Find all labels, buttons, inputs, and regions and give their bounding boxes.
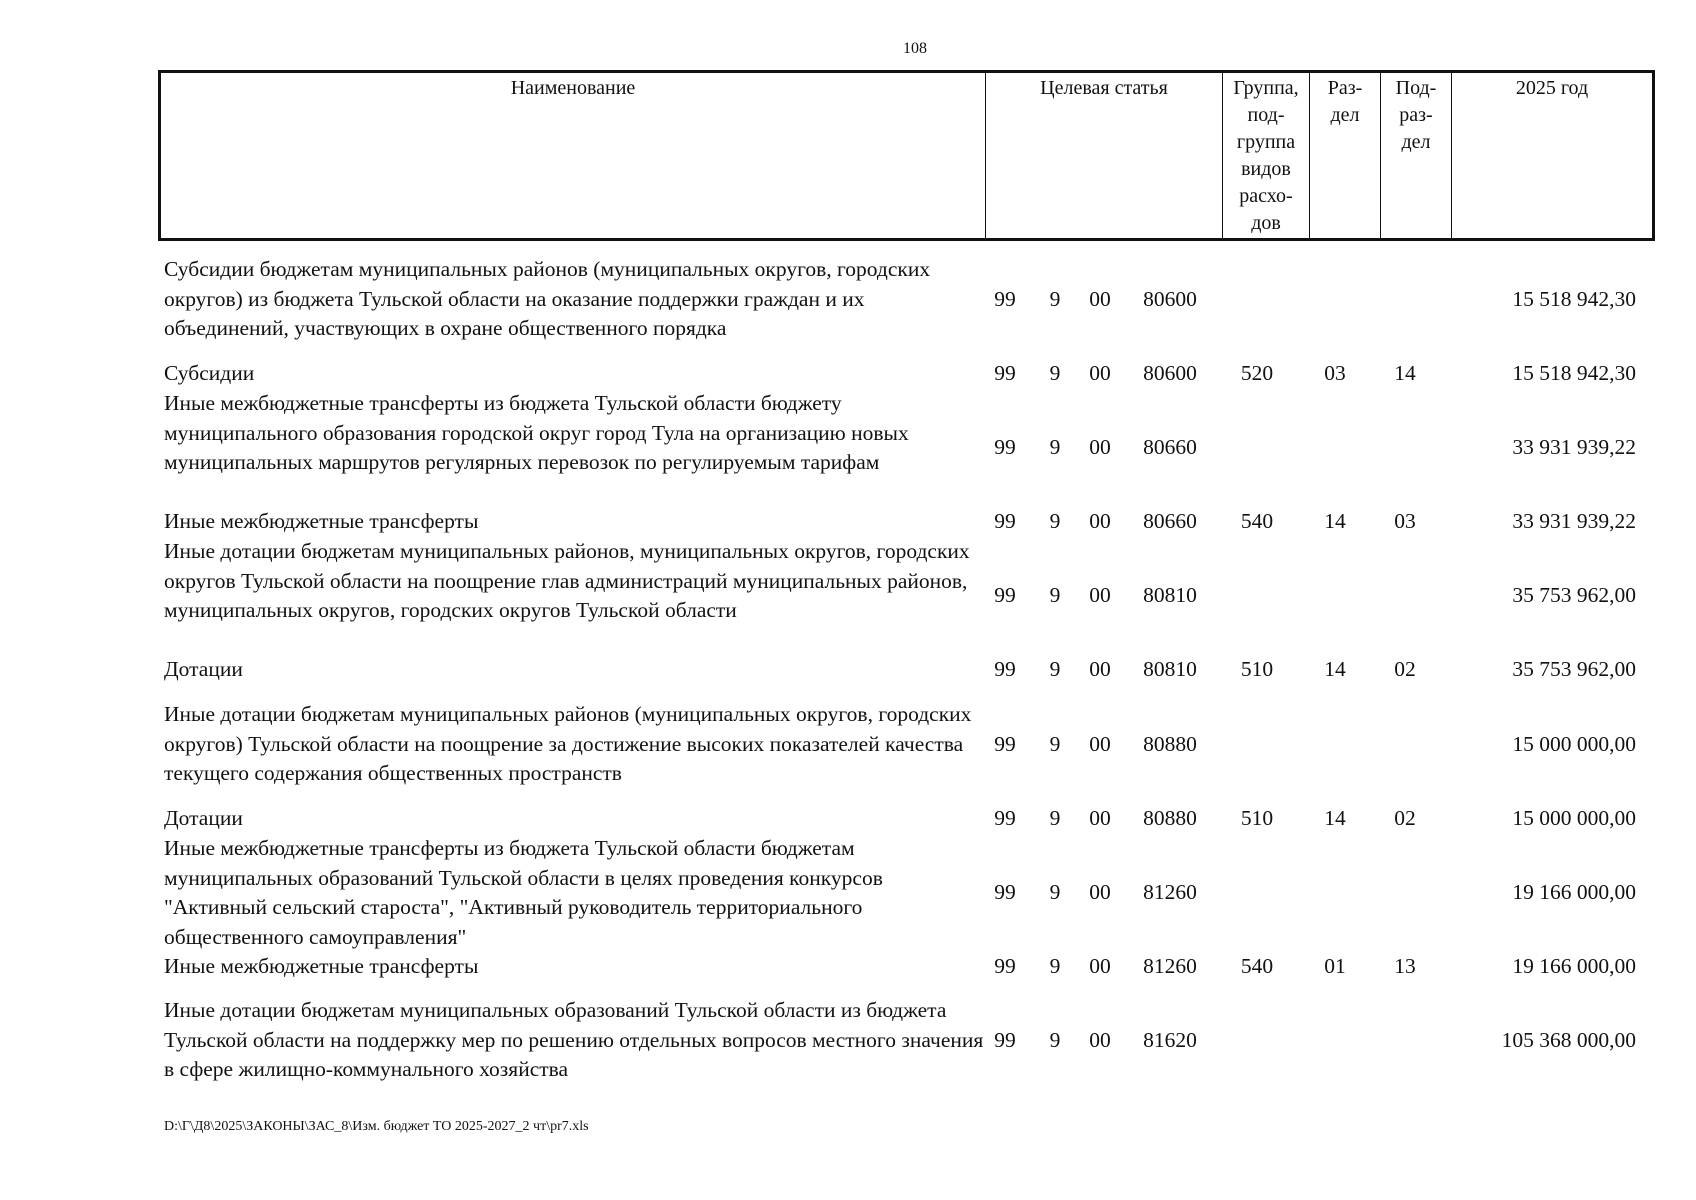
- row-code-a: 99: [994, 880, 1016, 904]
- row-section: 14: [1324, 657, 1346, 681]
- row-code-a: 99: [994, 732, 1016, 756]
- row-code-a: 99: [994, 806, 1016, 830]
- row-code-b: 9: [1049, 583, 1061, 607]
- table-row: [0, 655, 1696, 685]
- header-name: Наименование: [160, 72, 986, 240]
- header-section: Раз- дел: [1310, 72, 1381, 240]
- row-group: 510: [1240, 657, 1274, 681]
- row-name: Иные дотации бюджетам муниципальных районов (муниципальных округов, городских округов) Тульской области на поощрение за достижение высоких показателей качества текущего содержания общественных пространств: [164, 702, 972, 785]
- row-code-d: 81260: [1143, 880, 1197, 904]
- row-subsection: 02: [1394, 657, 1416, 681]
- header-year: 2025 год: [1452, 72, 1654, 240]
- row-code-d: 81620: [1143, 1028, 1197, 1052]
- row-amount: 15 518 942,30: [1512, 361, 1636, 385]
- table-row: [0, 996, 1696, 1086]
- row-code-b: 9: [1049, 880, 1061, 904]
- table-row: [0, 359, 1696, 389]
- row-subsection: 14: [1394, 361, 1416, 385]
- row-name: Иные дотации бюджетам муниципальных районов, муниципальных округов, городских округов Тульской области на поощрение глав администраций муниципальных районов, муниципальных округов, городских округов Тульской области: [164, 539, 970, 622]
- row-section: 01: [1324, 954, 1346, 978]
- row-code-d: 80880: [1143, 806, 1197, 830]
- row-code-c: 00: [1089, 1028, 1111, 1052]
- row-amount: 15 518 942,30: [1512, 287, 1636, 311]
- table-row: [0, 700, 1696, 790]
- row-code-a: 99: [994, 657, 1016, 681]
- table-row: [0, 537, 1696, 655]
- row-name: Иные дотации бюджетам муниципальных образований Тульской области из бюджета Тульской области на поддержку мер по решению отдельных вопросов местного значения в сфере жилищно-коммунального хозяйства: [164, 998, 984, 1081]
- row-code-b: 9: [1049, 287, 1061, 311]
- row-subsection: 02: [1394, 806, 1416, 830]
- row-code-c: 00: [1089, 361, 1111, 385]
- row-amount: 19 166 000,00: [1512, 880, 1636, 904]
- row-code-d: 80880: [1143, 732, 1197, 756]
- table-row: [0, 952, 1696, 982]
- row-code-b: 9: [1049, 509, 1061, 533]
- row-code-d: 80600: [1143, 361, 1197, 385]
- row-code-a: 99: [994, 435, 1016, 459]
- row-code-b: 9: [1049, 435, 1061, 459]
- row-name: Субсидии бюджетам муниципальных районов (муниципальных округов, городских округов) из бюджета Тульской области на оказание поддержки граждан и их объединений, участвующих в охране общественного порядка: [164, 257, 931, 340]
- row-code-a: 99: [994, 954, 1016, 978]
- header-group: Группа, под- группа видов расхо- дов: [1223, 72, 1310, 240]
- row-group: 540: [1240, 509, 1274, 533]
- row-code-c: 00: [1089, 509, 1111, 533]
- row-code-b: 9: [1049, 1028, 1061, 1052]
- row-amount: 19 166 000,00: [1512, 954, 1636, 978]
- table-row: [0, 507, 1696, 537]
- header-target: Целевая статья: [986, 72, 1223, 240]
- page-number: 108: [903, 40, 927, 57]
- row-code-a: 99: [994, 361, 1016, 385]
- row-code-c: 00: [1089, 880, 1111, 904]
- row-code-c: 00: [1089, 583, 1111, 607]
- row-section: 14: [1324, 806, 1346, 830]
- row-amount: 35 753 962,00: [1512, 583, 1636, 607]
- row-amount: 33 931 939,22: [1512, 435, 1636, 459]
- row-subsection: 13: [1394, 954, 1416, 978]
- row-amount: 105 368 000,00: [1501, 1028, 1636, 1052]
- row-code-a: 99: [994, 583, 1016, 607]
- row-group: 540: [1240, 954, 1274, 978]
- row-code-c: 00: [1089, 806, 1111, 830]
- row-name: Иные межбюджетные трансферты из бюджета Тульской области бюджетам муниципальных образований Тульской области в целях проведения конкурсов "Активный сельский староста", "Активный руководитель территориального общественного самоуправления": [164, 836, 883, 949]
- header-subsection: Под- раз- дел: [1381, 72, 1452, 240]
- row-name: Иные межбюджетные трансферты из бюджета Тульской области бюджету муниципального образования городской округ город Тула на организацию новых муниципальных маршрутов регулярных перевозок по регулируемым тарифам: [164, 391, 909, 474]
- row-code-d: 80660: [1143, 509, 1197, 533]
- row-group: 510: [1240, 806, 1274, 830]
- row-code-d: 80660: [1143, 435, 1197, 459]
- row-code-d: 81260: [1143, 954, 1197, 978]
- table-row: [0, 389, 1696, 507]
- row-code-b: 9: [1049, 806, 1061, 830]
- table-row: [0, 834, 1696, 952]
- row-code-b: 9: [1049, 361, 1061, 385]
- row-section: 03: [1324, 361, 1346, 385]
- row-subsection: 03: [1394, 509, 1416, 533]
- row-code-a: 99: [994, 287, 1016, 311]
- row-section: 14: [1324, 509, 1346, 533]
- file-path-footer: D:\Г\Д8\2025\ЗАКОНЫ\ЗАС_8\Изм. бюджет ТО 2025-2027_2 чт\pr7.xls: [164, 1119, 589, 1134]
- row-code-a: 99: [994, 509, 1016, 533]
- row-name: Дотации: [164, 806, 243, 830]
- row-amount: 15 000 000,00: [1512, 732, 1636, 756]
- row-amount: 15 000 000,00: [1512, 806, 1636, 830]
- table-row: [0, 255, 1696, 345]
- table-row: [0, 804, 1696, 834]
- row-code-d: 80810: [1143, 583, 1197, 607]
- row-code-c: 00: [1089, 287, 1111, 311]
- row-code-c: 00: [1089, 657, 1111, 681]
- row-code-d: 80810: [1143, 657, 1197, 681]
- row-name: Иные межбюджетные трансферты: [164, 954, 479, 978]
- row-code-b: 9: [1049, 954, 1061, 978]
- row-code-d: 80600: [1143, 287, 1197, 311]
- row-name: Дотации: [164, 657, 243, 681]
- row-code-c: 00: [1089, 954, 1111, 978]
- row-name: Субсидии: [164, 361, 255, 385]
- row-name: Иные межбюджетные трансферты: [164, 509, 479, 533]
- row-code-b: 9: [1049, 657, 1061, 681]
- row-amount: 33 931 939,22: [1512, 509, 1636, 533]
- row-amount: 35 753 962,00: [1512, 657, 1636, 681]
- row-code-c: 00: [1089, 732, 1111, 756]
- row-group: 520: [1240, 361, 1274, 385]
- row-code-a: 99: [994, 1028, 1016, 1052]
- row-code-b: 9: [1049, 732, 1061, 756]
- row-code-c: 00: [1089, 435, 1111, 459]
